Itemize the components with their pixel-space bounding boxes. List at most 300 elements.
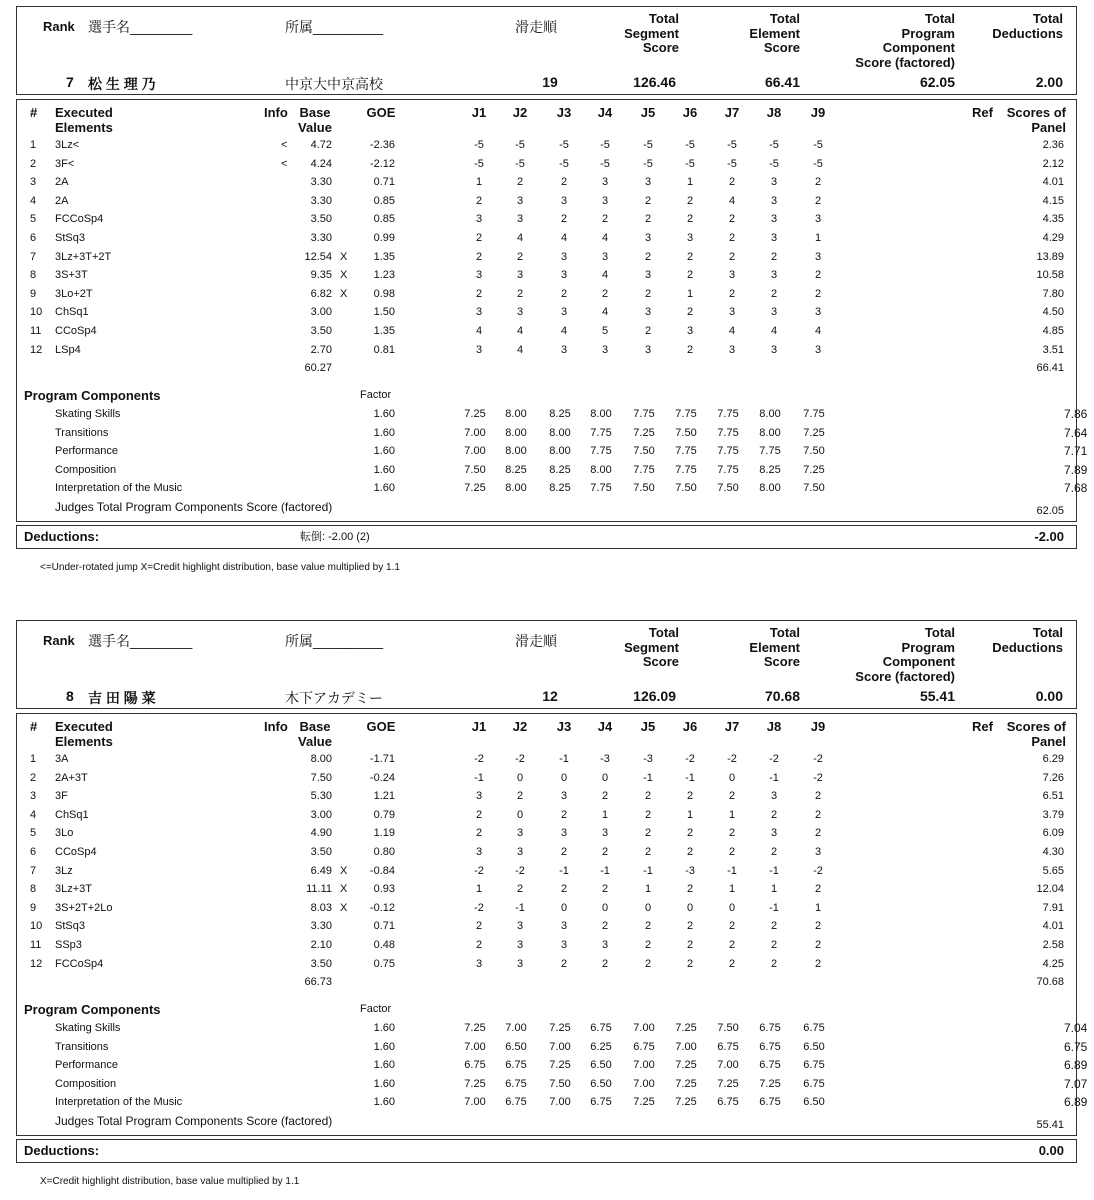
element-base-value: 5.30 (310, 790, 332, 803)
element-judge-score: 3 (770, 176, 778, 189)
tss-header: Total Segment Score (624, 11, 679, 55)
element-judge-score: -3 (600, 753, 610, 765)
element-goe: 0.85 (373, 194, 395, 207)
element-judge-score: 3 (770, 194, 778, 207)
element-judge-score: 3 (560, 790, 568, 803)
element-judge-score: 2 (728, 176, 736, 189)
component-panel-score: 7.89 (1064, 462, 1088, 477)
component-judge-score: 7.25 (464, 1022, 486, 1034)
component-judge-score: 7.75 (717, 426, 739, 439)
element-number: 10 (30, 306, 43, 319)
element-name: SSp3 (55, 939, 82, 951)
element-goe: -0.84 (369, 864, 395, 877)
club-header: 所属_________ (285, 19, 384, 35)
rank-header: Rank (43, 633, 75, 648)
element-number: 1 (30, 139, 37, 151)
element-goe: 1.23 (373, 269, 395, 282)
element-credit-x: X (340, 864, 348, 877)
component-factor: 1.60 (373, 482, 395, 494)
element-base-value: 7.50 (310, 771, 332, 784)
deductions-detail: 転倒: -2.00 (2) (300, 531, 370, 543)
element-judge-score: -5 (769, 157, 779, 170)
component-judge-score: 6.50 (590, 1077, 612, 1090)
element-number: 11 (30, 939, 42, 951)
element-judge-score: 2 (601, 790, 609, 803)
element-judge-score: 0 (644, 901, 652, 914)
element-number: 2 (30, 771, 37, 784)
jtpcs-label: Judges Total Program Components Score (factored) (55, 1114, 333, 1128)
element-judge-score: -5 (685, 139, 695, 151)
element-judge-score: 0 (728, 901, 736, 914)
name-header: 選手名________ (88, 19, 193, 35)
element-info: < (281, 139, 288, 151)
element-base-value: 3.00 (310, 306, 332, 319)
element-judge-score: 4 (601, 306, 609, 319)
element-name: 3Lz< (55, 139, 80, 151)
element-judge-score: 3 (601, 194, 609, 207)
element-judge-score: 3 (560, 939, 568, 951)
element-panel-score: 4.25 (1042, 957, 1064, 970)
element-judge-score: -1 (685, 771, 695, 784)
element-judge-score: 2 (814, 939, 822, 951)
element-judge-score: 4 (728, 325, 736, 337)
element-panel-score: 3.79 (1042, 808, 1064, 821)
element-judge-score: 2 (814, 287, 822, 300)
element-judge-score: 2 (601, 883, 609, 896)
element-judge-score: -5 (813, 139, 823, 151)
element-number: 7 (30, 250, 37, 263)
element-goe: 1.19 (373, 827, 395, 840)
element-name: CCoSp4 (55, 846, 97, 858)
element-judge-score: 2 (728, 920, 736, 933)
component-name: Transitions (55, 1040, 109, 1053)
element-judge-score: 3 (560, 250, 568, 263)
component-judge-score: 7.25 (464, 408, 486, 420)
element-judge-score: 2 (644, 846, 652, 858)
element-judge-score: 3 (644, 306, 652, 319)
component-judge-score: 6.75 (759, 1040, 781, 1053)
element-judge-score: 2 (516, 250, 524, 263)
element-judge-score: 4 (516, 343, 524, 356)
element-judge-score: 2 (475, 808, 483, 821)
element-judge-score: 2 (644, 920, 652, 933)
component-judge-score: 7.50 (464, 463, 486, 476)
element-judge-score: 1 (770, 883, 778, 896)
judge-header-8: J8 (766, 105, 782, 120)
judge-header-3: J3 (556, 105, 572, 120)
element-judge-score: 3 (516, 957, 524, 970)
element-judge-score: 2 (770, 939, 778, 951)
judge-header-8: J8 (766, 719, 782, 734)
elements-table-box (16, 713, 1077, 1136)
start-no-value: 12 (542, 688, 558, 704)
element-judge-score: 3 (728, 306, 736, 319)
component-judge-score: 6.75 (464, 1059, 486, 1071)
element-goe: 0.48 (373, 939, 395, 951)
component-judge-score: 7.50 (803, 445, 825, 457)
component-judge-score: 6.50 (505, 1040, 527, 1053)
element-judge-score: -5 (643, 139, 653, 151)
element-judge-score: 3 (814, 846, 822, 858)
element-goe: 0.79 (373, 808, 395, 821)
component-judge-score: 7.75 (590, 445, 612, 457)
element-name: 3Lz+3T+2T (55, 250, 112, 263)
judge-header-6: J6 (682, 105, 698, 120)
goe-header: GOE (366, 719, 396, 734)
element-judge-score: 3 (814, 213, 822, 226)
component-panel-score: 7.71 (1064, 444, 1088, 458)
element-judge-score: 1 (686, 808, 694, 821)
info-header: Info (264, 105, 288, 120)
tss-header: Total Segment Score (624, 625, 679, 669)
element-judge-score: -2 (813, 771, 823, 784)
element-judge-score: 0 (516, 771, 524, 784)
element-judge-score: -5 (600, 139, 610, 151)
element-judge-score: -5 (727, 139, 737, 151)
component-judge-score: 8.00 (759, 408, 781, 420)
component-factor: 1.60 (373, 1096, 395, 1108)
element-judge-score: -5 (643, 157, 653, 170)
element-judge-score: 1 (728, 883, 736, 896)
component-judge-score: 6.75 (759, 1022, 781, 1034)
component-judge-score: 6.75 (803, 1077, 825, 1090)
element-judge-score: 2 (560, 808, 568, 821)
component-judge-score: 7.50 (549, 1077, 571, 1090)
component-judge-score: 6.75 (633, 1040, 655, 1053)
element-judge-score: 2 (475, 194, 483, 207)
base-header: Base Value (298, 719, 332, 749)
element-goe: -1.71 (369, 753, 395, 765)
element-info: < (281, 157, 288, 170)
element-judge-score: -2 (813, 864, 823, 877)
element-judge-score: 2 (728, 250, 736, 263)
component-name: Interpretation of the Music (55, 482, 183, 494)
element-judge-score: 4 (475, 325, 483, 337)
element-number: 3 (30, 176, 37, 189)
component-judge-score: 7.25 (717, 1077, 739, 1090)
element-judge-score: -2 (515, 864, 525, 877)
component-judge-score: 7.25 (633, 426, 655, 439)
elements-table-box (16, 99, 1077, 522)
element-judge-score: 3 (516, 306, 524, 319)
component-judge-score: 7.75 (590, 482, 612, 494)
element-judge-score: 2 (686, 269, 694, 282)
element-judge-score: 2 (770, 808, 778, 821)
panel-header: Scores of Panel (1006, 105, 1066, 135)
element-panel-score: 4.29 (1042, 232, 1064, 244)
component-judge-score: 6.75 (759, 1096, 781, 1108)
component-judge-score: 7.75 (803, 408, 825, 420)
element-judge-score: 3 (516, 827, 524, 840)
component-factor: 1.60 (373, 408, 395, 420)
component-factor: 1.60 (373, 445, 395, 457)
element-judge-score: 1 (686, 176, 694, 189)
element-panel-score: 4.15 (1042, 194, 1064, 207)
element-goe: 0.81 (373, 343, 395, 356)
element-judge-score: -5 (559, 157, 569, 170)
element-judge-score: 2 (686, 306, 694, 319)
start-no-value: 19 (542, 74, 558, 90)
component-judge-score: 7.50 (717, 1022, 739, 1034)
element-judge-score: 3 (814, 343, 822, 356)
component-judge-score: 7.00 (633, 1022, 655, 1034)
element-base-value: 8.00 (310, 753, 332, 765)
component-judge-score: 6.75 (505, 1077, 527, 1090)
element-judge-score: 0 (728, 771, 736, 784)
component-judge-score: 7.00 (675, 1040, 697, 1053)
element-name: 2A+3T (55, 771, 88, 784)
tes-value: 70.68 (764, 688, 800, 704)
judge-header-4: J4 (597, 105, 613, 120)
element-base-value: 8.03 (310, 901, 332, 914)
component-judge-score: 7.75 (759, 445, 781, 457)
element-goe: 0.71 (373, 176, 395, 189)
elements-header: Executed Elements (55, 719, 113, 749)
tes-value: 66.41 (764, 74, 800, 90)
element-judge-score: 3 (516, 846, 524, 858)
element-credit-x: X (340, 901, 348, 914)
element-panel-score: 6.51 (1042, 790, 1064, 803)
element-goe: 0.98 (373, 287, 395, 300)
element-name: 3S+2T+2Lo (55, 901, 113, 914)
element-panel-score: 7.80 (1042, 287, 1064, 300)
element-base-value: 3.50 (310, 325, 332, 337)
element-judge-score: 2 (644, 213, 652, 226)
ref-header: Ref (972, 105, 993, 120)
element-name: 3F< (55, 157, 75, 170)
component-judge-score: 8.00 (590, 408, 612, 420)
element-goe: -0.12 (369, 901, 395, 914)
goe-header: GOE (366, 105, 396, 120)
element-number: 8 (30, 883, 37, 896)
component-name: Skating Skills (55, 408, 121, 420)
skater-name: 吉 田 陽 菜 (88, 690, 156, 706)
element-number: 7 (30, 864, 37, 877)
element-base-value: 2.10 (310, 939, 332, 951)
component-judge-score: 7.75 (717, 408, 739, 420)
element-judge-score: 2 (560, 287, 568, 300)
component-judge-score: 7.75 (675, 408, 697, 420)
element-base-value: 6.82 (310, 287, 332, 300)
component-judge-score: 8.00 (590, 463, 612, 476)
element-judge-score: 3 (728, 269, 736, 282)
element-panel-score: 6.09 (1042, 827, 1064, 840)
component-panel-score: 7.68 (1064, 481, 1088, 495)
element-judge-score: 2 (644, 287, 652, 300)
element-judge-score: 2 (728, 232, 736, 244)
element-judge-score: 3 (644, 343, 652, 356)
element-judge-score: 1 (601, 808, 609, 821)
element-judge-score: 2 (814, 920, 822, 933)
element-name: 3Lo (55, 827, 74, 840)
element-judge-score: 2 (601, 957, 609, 970)
element-base-value: 3.30 (310, 920, 332, 933)
judge-header-9: J9 (810, 719, 826, 734)
element-base-value: 12.54 (304, 250, 332, 263)
component-judge-score: 7.25 (675, 1059, 697, 1071)
element-name: ChSq1 (55, 306, 89, 319)
element-base-value: 9.35 (310, 269, 332, 282)
element-judge-score: 3 (770, 213, 778, 226)
component-judge-score: 6.75 (803, 1022, 825, 1034)
element-judge-score: 3 (601, 176, 609, 189)
component-name: Composition (55, 463, 117, 476)
deductions-label: Deductions: (24, 1143, 100, 1158)
element-judge-score: 3 (560, 343, 568, 356)
element-judge-score: 1 (728, 808, 736, 821)
element-judge-score: 2 (560, 176, 568, 189)
ref-header: Ref (972, 719, 993, 734)
component-panel-score: 6.89 (1064, 1058, 1088, 1072)
element-number: 8 (30, 269, 37, 282)
element-credit-x: X (340, 250, 348, 263)
component-factor: 1.60 (373, 426, 395, 439)
element-judge-score: -2 (474, 901, 484, 914)
element-judge-score: 2 (814, 808, 822, 821)
club-header: 所属_________ (285, 633, 384, 649)
component-panel-score: 7.07 (1064, 1076, 1088, 1091)
element-name: FCCoSp4 (55, 213, 104, 226)
element-credit-x: X (340, 287, 348, 300)
base-value-total: 60.27 (304, 362, 332, 374)
element-judge-score: 2 (644, 939, 652, 951)
base-value-total: 66.73 (304, 976, 332, 988)
element-judge-score: 3 (770, 269, 778, 282)
element-judge-score: -1 (769, 771, 779, 784)
start-no-header: 滑走順 (515, 633, 557, 649)
component-judge-score: 6.50 (803, 1096, 825, 1108)
component-judge-score: 7.75 (590, 426, 612, 439)
element-judge-score: 3 (644, 269, 652, 282)
deductions-total: 0.00 (1038, 1143, 1064, 1158)
component-judge-score: 7.00 (464, 445, 486, 457)
element-judge-score: 3 (601, 827, 609, 840)
element-panel-score: 4.50 (1042, 306, 1064, 319)
element-judge-score: -5 (474, 157, 484, 170)
deductions-total: -2.00 (1034, 529, 1064, 544)
element-base-value: 6.49 (310, 864, 332, 877)
element-judge-score: 4 (728, 194, 736, 207)
element-panel-score: 13.89 (1036, 250, 1064, 263)
element-judge-score: 3 (686, 325, 694, 337)
element-judge-score: -5 (813, 157, 823, 170)
element-judge-score: 4 (516, 232, 524, 244)
element-judge-score: -2 (515, 753, 525, 765)
element-judge-score: 1 (475, 176, 483, 189)
element-judge-score: 4 (814, 325, 822, 337)
start-no-header: 滑走順 (515, 19, 557, 35)
component-name: Skating Skills (55, 1022, 121, 1034)
element-judge-score: 2 (770, 920, 778, 933)
deductions-box (16, 1139, 1077, 1163)
element-goe: 0.80 (373, 846, 395, 858)
judge-header-7: J7 (724, 719, 740, 734)
element-goe: -2.36 (369, 139, 395, 151)
element-judge-score: -1 (769, 901, 779, 914)
element-judge-score: 1 (814, 232, 822, 244)
element-judge-score: -5 (685, 157, 695, 170)
element-number: 12 (30, 343, 43, 356)
element-base-value: 11.11 (306, 883, 332, 896)
element-judge-score: 2 (686, 213, 694, 226)
element-judge-score: 3 (475, 846, 483, 858)
component-judge-score: 6.75 (505, 1059, 527, 1071)
skater-club: 木下アカデミー (285, 690, 383, 706)
component-judge-score: 7.00 (464, 426, 486, 439)
element-judge-score: 2 (686, 827, 694, 840)
element-name: 3Lo+2T (55, 287, 93, 300)
component-judge-score: 7.25 (549, 1022, 571, 1034)
element-judge-score: 3 (560, 194, 568, 207)
element-judge-score: 2 (770, 957, 778, 970)
element-goe: 0.75 (373, 957, 395, 970)
component-judge-score: 6.50 (803, 1040, 825, 1053)
footnote: <=Under-rotated jump X=Credit highlight distribution, base value multiplied by 1.1 (40, 562, 400, 573)
element-judge-score: 0 (686, 901, 694, 914)
ded-value: 0.00 (1035, 688, 1063, 704)
element-judge-score: 3 (516, 939, 524, 951)
element-name: 2A (55, 176, 69, 189)
component-judge-score: 7.00 (633, 1059, 655, 1071)
judge-header-2: J2 (512, 105, 528, 120)
element-base-value: 3.50 (310, 957, 332, 970)
deductions-label: Deductions: (24, 529, 100, 544)
element-number: 4 (30, 194, 37, 207)
element-name: ChSq1 (55, 808, 89, 821)
element-judge-score: -5 (559, 139, 569, 151)
element-name: StSq3 (55, 232, 85, 244)
component-panel-score: 6.89 (1064, 1095, 1088, 1109)
component-judge-score: 6.75 (590, 1022, 612, 1034)
element-judge-score: 2 (560, 846, 568, 858)
element-judge-score: 2 (644, 827, 652, 840)
element-number: 5 (30, 213, 37, 226)
element-name: FCCoSp4 (55, 957, 104, 970)
element-judge-score: 2 (560, 957, 568, 970)
name-header: 選手名________ (88, 633, 193, 649)
element-judge-score: 3 (475, 343, 483, 356)
component-panel-score: 7.64 (1064, 425, 1088, 440)
element-judge-score: 3 (770, 790, 778, 803)
element-judge-score: 3 (814, 250, 822, 263)
component-name: Composition (55, 1077, 117, 1090)
element-judge-score: 3 (770, 343, 778, 356)
element-judge-score: 3 (475, 957, 483, 970)
element-judge-score: 3 (475, 213, 483, 226)
element-judge-score: 1 (814, 901, 822, 914)
component-judge-score: 7.75 (717, 463, 739, 476)
element-panel-score: 4.01 (1042, 920, 1064, 933)
element-base-value: 3.30 (310, 176, 332, 189)
rank-value: 7 (66, 74, 74, 90)
judge-header-7: J7 (724, 105, 740, 120)
element-judge-score: 3 (814, 306, 822, 319)
ded-value: 2.00 (1035, 74, 1063, 90)
component-judge-score: 6.75 (505, 1096, 527, 1108)
element-credit-x: X (340, 883, 348, 896)
element-judge-score: 2 (770, 846, 778, 858)
component-panel-score: 6.75 (1064, 1039, 1088, 1054)
element-goe: 1.21 (373, 790, 395, 803)
pcs-header: Total Program Component Score (factored) (855, 11, 955, 70)
element-judge-score: 2 (728, 846, 736, 858)
panel-header: Scores of Panel (1006, 719, 1066, 749)
element-base-value: 3.50 (310, 213, 332, 226)
tes-header: Total Element Score (749, 625, 800, 669)
component-judge-score: 7.75 (633, 463, 655, 476)
element-judge-score: 2 (728, 213, 736, 226)
element-judge-score: -1 (643, 864, 653, 877)
